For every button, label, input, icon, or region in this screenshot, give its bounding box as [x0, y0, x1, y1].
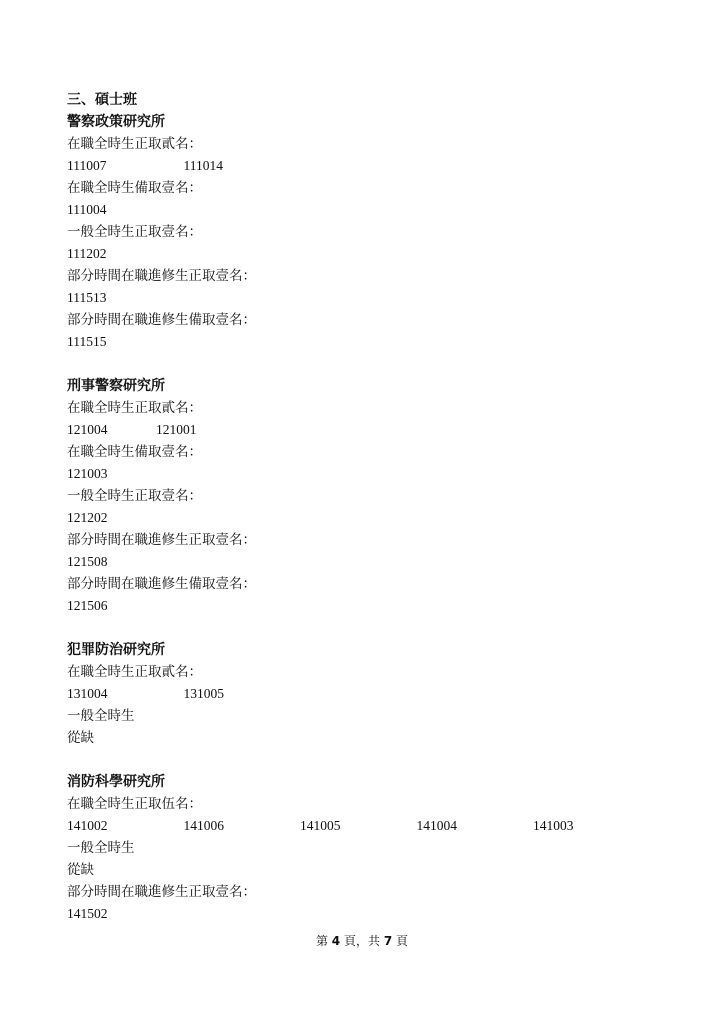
admission-numbers: [67, 419, 667, 441]
admission-number: 121202: [67, 510, 108, 525]
admission-numbers: [67, 903, 667, 925]
vacancy-note: 從缺: [67, 862, 94, 878]
institute-block: [67, 111, 667, 353]
group-label: 在職全時生備取壹名：: [67, 444, 202, 460]
admission-number: 141002: [67, 818, 108, 833]
footer-total-pages: 7: [383, 934, 393, 948]
institute-block: [67, 771, 667, 925]
admission-number: 141003: [533, 818, 574, 833]
admission-number: 121508: [67, 554, 108, 569]
admission-numbers: [67, 331, 667, 353]
admission-numbers: [67, 815, 667, 837]
institute-name: 刑事警察研究所: [67, 378, 165, 394]
group-label: 在職全時生正取貳名：: [67, 664, 202, 680]
admission-number: 121003: [67, 466, 108, 481]
group-label: 在職全時生正取貳名：: [67, 400, 202, 416]
admission-number: 111515: [67, 334, 107, 349]
admission-numbers: [67, 155, 667, 177]
admission-number: 121506: [67, 598, 108, 613]
group-label: 部分時間在職進修生備取壹名：: [67, 312, 256, 328]
admission-numbers: [67, 551, 667, 573]
admission-number: 121004: [67, 422, 108, 437]
group-label: 一般全時生: [67, 708, 135, 724]
group-label: 在職全時生正取伍名：: [67, 796, 202, 812]
group-label: 部分時間在職進修生正取壹名：: [67, 884, 256, 900]
admission-number: 111202: [67, 246, 107, 261]
group-label: 一般全時生正取壹名：: [67, 224, 202, 240]
admission-number: 111004: [67, 202, 107, 217]
group-label: 一般全時生正取壹名：: [67, 488, 202, 504]
admission-number: 111007: [67, 158, 107, 173]
institute-block: [67, 639, 667, 749]
admission-number: 131004: [67, 686, 108, 701]
footer-mid: 頁，共: [343, 934, 380, 948]
admission-number: 111513: [67, 290, 107, 305]
admission-numbers: [67, 507, 667, 529]
page-footer: [0, 931, 724, 951]
group-label: 一般全時生: [67, 840, 135, 856]
vacancy-note: 從缺: [67, 730, 94, 746]
admission-numbers: [67, 199, 667, 221]
admission-number: 141006: [183, 818, 224, 833]
admission-numbers: [67, 243, 667, 265]
footer-page-number: 4: [331, 934, 341, 948]
admission-numbers: [67, 287, 667, 309]
admission-number: 141004: [416, 818, 457, 833]
group-label: 部分時間在職進修生正取壹名：: [67, 532, 256, 548]
spacer: [67, 617, 667, 639]
group-label: 在職全時生正取貳名：: [67, 136, 202, 152]
institute-name: 警察政策研究所: [67, 114, 165, 130]
spacer: [67, 353, 667, 375]
admission-number: 131005: [183, 686, 224, 701]
section-title: 三、碩士班: [67, 92, 137, 108]
admission-numbers: [67, 683, 667, 705]
admission-numbers: [67, 463, 667, 485]
document-page: [67, 89, 667, 925]
footer-suffix: 頁: [396, 934, 409, 948]
institute-block: [67, 375, 667, 617]
footer-prefix: 第: [315, 934, 328, 948]
institute-name: 消防科學研究所: [67, 774, 165, 790]
group-label: 部分時間在職進修生備取壹名：: [67, 576, 256, 592]
institute-name: 犯罪防治研究所: [67, 642, 165, 658]
group-label: 部分時間在職進修生正取壹名：: [67, 268, 256, 284]
admission-number: 121001: [156, 422, 197, 437]
spacer: [67, 749, 667, 771]
admission-number: 141005: [300, 818, 341, 833]
admission-numbers: [67, 595, 667, 617]
group-label: 在職全時生備取壹名：: [67, 180, 202, 196]
admission-number: 141502: [67, 906, 108, 921]
admission-number: 111014: [183, 158, 223, 173]
